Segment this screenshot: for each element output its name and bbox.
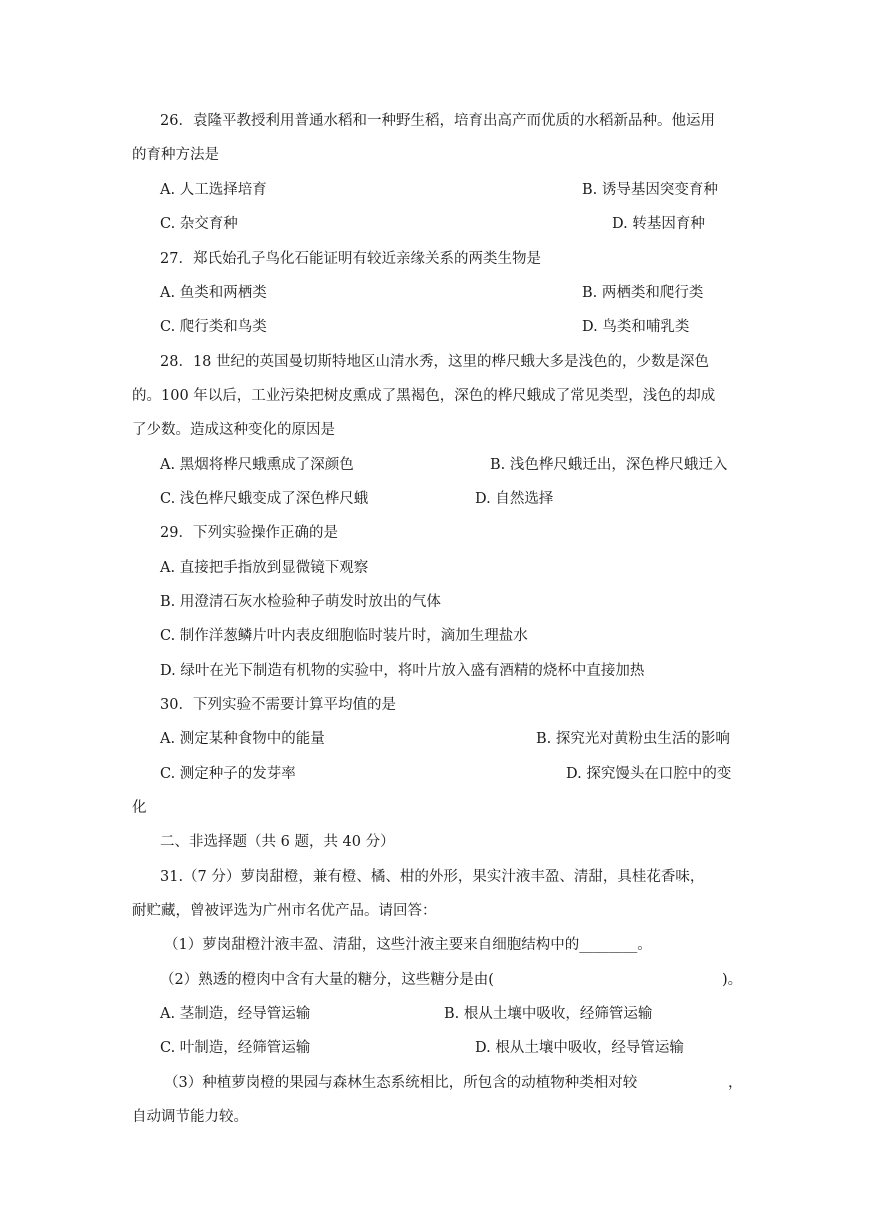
section-heading: 二、非选择题（共 6 题，共 40 分）	[160, 834, 395, 850]
q29-option-a: A. 直接把手指放到显微镜下观察	[160, 560, 369, 576]
q31-option-a: A. 茎制造，经导管运输	[160, 1006, 311, 1022]
q26-option-c: C. 杂交育种	[160, 216, 238, 232]
q29-stem: 29．下列实验操作正确的是	[160, 525, 338, 541]
q28-option-c: C. 浅色桦尺蛾变成了深色桦尺蛾	[160, 491, 369, 507]
q28-option-b: B. 浅色桦尺蛾迁出，深色桦尺蛾迁入	[490, 457, 728, 473]
q30-option-d-continuation: 化	[132, 800, 147, 816]
q27-option-d: D. 鸟类和哺乳类	[582, 319, 690, 335]
q30-option-c: C. 测定种子的发芽率	[160, 766, 296, 782]
q27-option-c: C. 爬行类和鸟类	[160, 319, 267, 335]
q29-option-b: B. 用澄清石灰水检验种子萌发时放出的气体	[160, 594, 441, 610]
q28-option-d: D. 自然选择	[475, 491, 554, 507]
q29-option-d: D. 绿叶在光下制造有机物的实验中，将叶片放入盛有酒精的烧杯中直接加热	[160, 663, 645, 679]
q31-part3-left: （3）种植萝岗橙的果园与森林生态系统相比，所包含的动植物种类相对较	[164, 1075, 638, 1091]
q27-option-b: B. 两栖类和爬行类	[582, 285, 704, 301]
q26-option-a: A. 人工选择培育	[160, 182, 267, 198]
q26-stem-line1: 26．袁隆平教授利用普通水稻和一种野生稻，培育出高产而优质的水稻新品种。他运用	[160, 113, 715, 129]
q29-option-c: C. 制作洋葱鳞片叶内表皮细胞临时装片时，滴加生理盐水	[160, 628, 528, 644]
q28-option-a: A. 黑烟将桦尺蛾熏成了深颜色	[160, 457, 354, 473]
q31-option-b: B. 根从土壤中吸收，经筛管运输	[444, 1006, 653, 1022]
q26-option-b: B. 诱导基因突变育种	[582, 182, 718, 198]
q28-stem-line3: 了少数。造成这种变化的原因是	[132, 422, 335, 438]
q28-stem-line2: 的。100 年以后，工业污染把树皮熏成了黑褐色，深色的桦尺蛾成了常见类型，浅色的却成	[132, 388, 716, 404]
q31-part2-left: （2）熟透的橙肉中含有大量的糖分，这些糖分是由(	[160, 972, 494, 988]
q30-option-b: B. 探究光对黄粉虫生活的影响	[536, 731, 730, 747]
q30-option-a: A. 测定某种食物中的能量	[160, 731, 325, 747]
q27-option-a: A. 鱼类和两栖类	[160, 285, 267, 301]
q31-part3-right: ，	[728, 1075, 743, 1091]
q31-part3-continuation: 自动调节能力较。	[132, 1109, 248, 1125]
q28-stem-line1: 28．18 世纪的英国曼切斯特地区山清水秀，这里的桦尺蛾大多是浅色的，少数是深色	[160, 354, 710, 370]
q31-part1: （1）萝岗甜橙汁液丰盈、清甜，这些汁液主要来自细胞结构中的________。	[164, 937, 652, 953]
q31-option-d: D. 根从土壤中吸收，经导管运输	[475, 1040, 684, 1056]
q26-stem-line2: 的育种方法是	[132, 147, 219, 163]
q26-option-d: D. 转基因育种	[612, 216, 705, 232]
q30-stem: 30．下列实验不需要计算平均值的是	[160, 697, 396, 713]
q30-option-d: D. 探究馒头在口腔中的变	[566, 766, 732, 782]
q31-stem-line1: 31.（7 分）萝岗甜橙，兼有橙、橘、柑的外形，果实汁液丰盈、清甜，具桂花香味，	[160, 869, 705, 885]
q27-stem: 27．郑氏始孔子鸟化石能证明有较近亲缘关系的两类生物是	[160, 251, 541, 267]
q31-stem-line2: 耐贮藏，曾被评选为广州市名优产品。请回答：	[132, 903, 437, 919]
q31-part2-right: )。	[722, 972, 743, 988]
q31-option-c: C. 叶制造，经筛管运输	[160, 1040, 311, 1056]
